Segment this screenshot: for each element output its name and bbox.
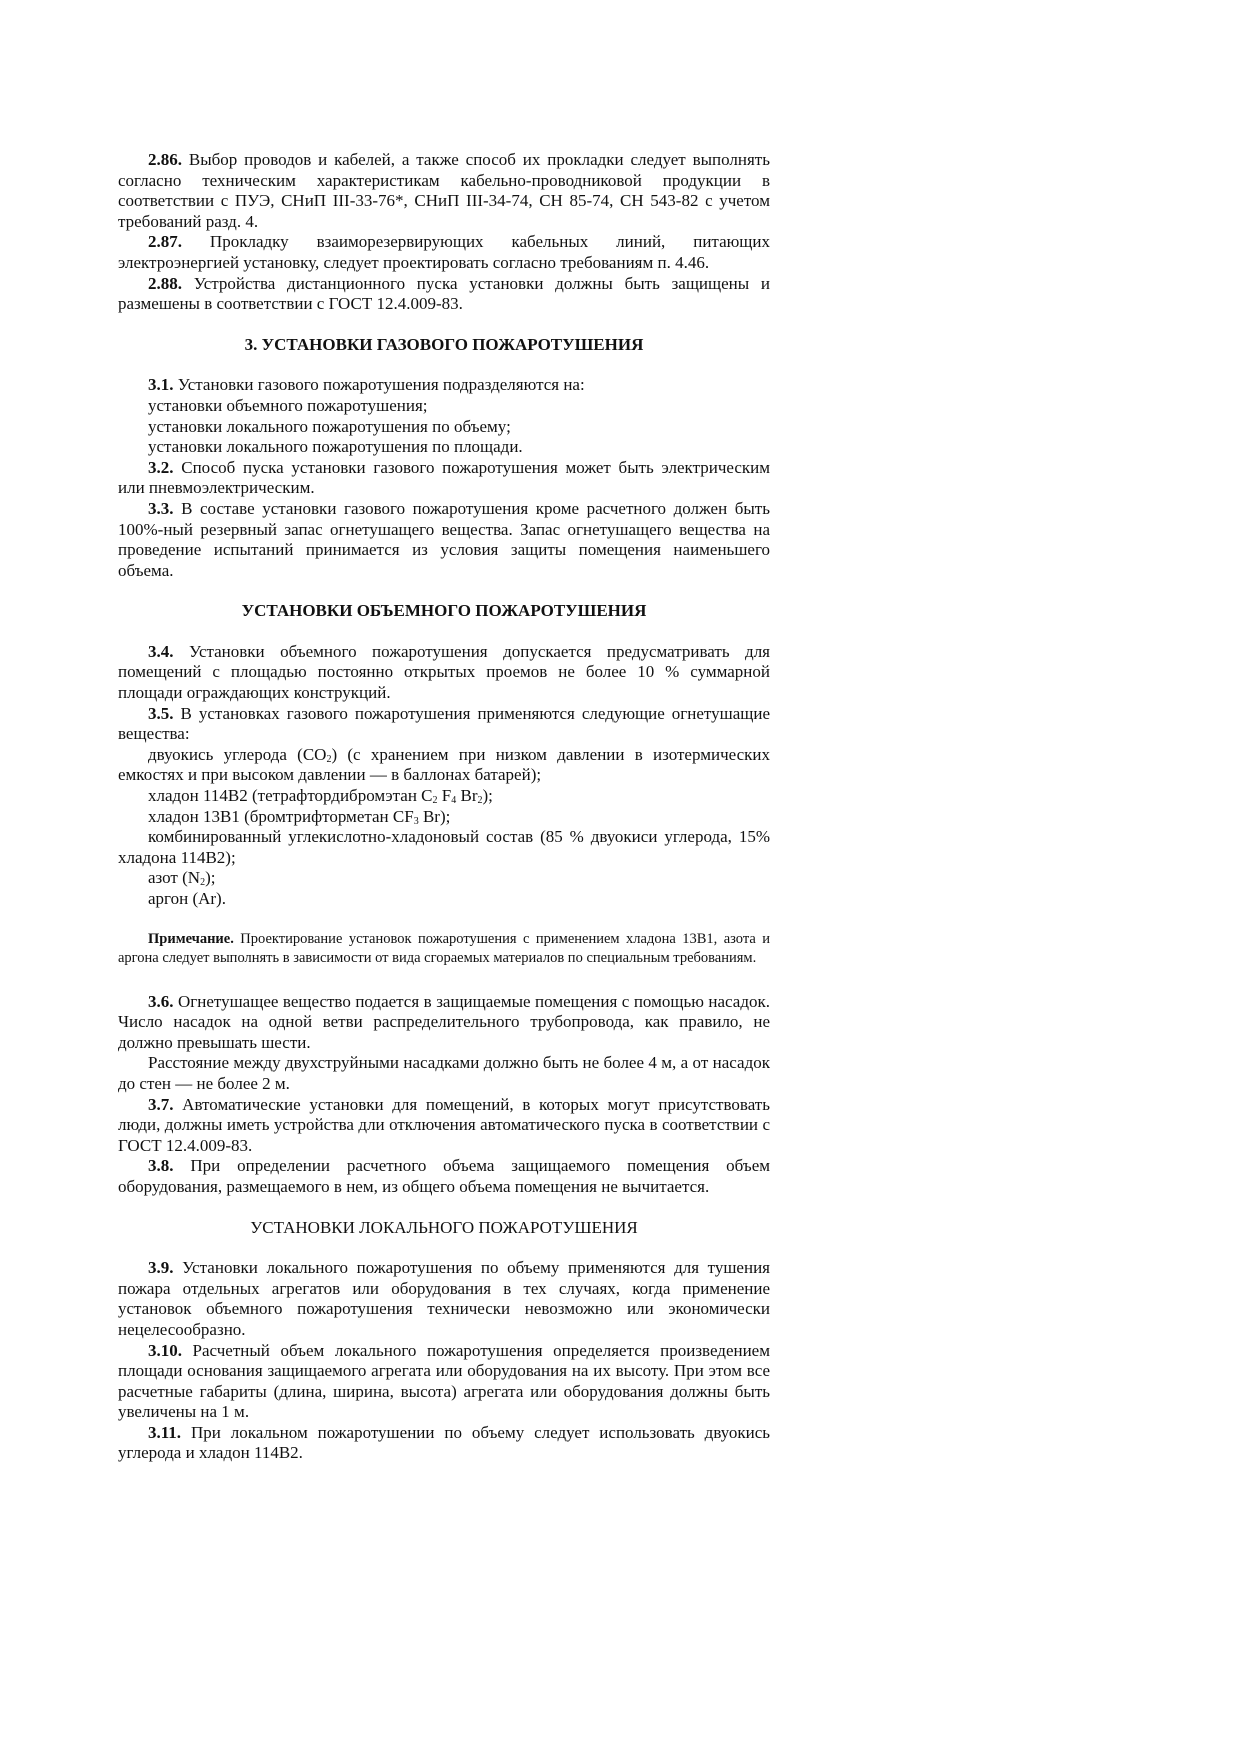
- clause-text: Расчетный объем локального пожаротушения определяется произведением площади основания защищаемого агрегата или оборудования на их высоту. При этом все расчетные габариты (длина, ширина, высота) агрегата или оборудования должны быть увеличены на 1 м.: [118, 1340, 770, 1422]
- clause-text: Установки газового пожаротушения подразделяются на:: [173, 375, 585, 395]
- note-label: Примечание.: [148, 930, 234, 947]
- clause-number: 3.4.: [148, 641, 174, 661]
- agent-text: ) (с хранением при низком давлении в изотермических емкостях и при высоком давлении — в баллонах батарей);: [118, 744, 770, 785]
- clause-number: 2.87.: [148, 232, 182, 252]
- subscript: 2: [432, 795, 438, 807]
- clause-number: 3.2.: [148, 457, 174, 477]
- local-extinguishing-heading: УСТАНОВКИ ЛОКАЛЬНОГО ПОЖАРОТУШЕНИЯ: [250, 1217, 638, 1237]
- paragraph-3-9: [118, 1258, 770, 1340]
- clause-text: Выбор проводов и кабелей, а также способ их прокладки следует выполнять согласно техническим характеристикам кабельно-проводниковой продукции в соответствии с ПУЭ, СНиП III-33-76*, СНиП III-34-74, СН 85-74, СН 543-82 с учетом требований разд. 4.: [118, 150, 770, 231]
- clause-number: 3.6.: [148, 991, 174, 1011]
- clause-number: 3.10.: [148, 1340, 182, 1360]
- subscript: 4: [451, 795, 457, 807]
- paragraph-3-5: [118, 704, 770, 745]
- paragraph-3-1: [118, 375, 770, 396]
- subscript: 2: [200, 877, 206, 889]
- clause-number: 2.88.: [148, 273, 182, 293]
- agent-combined: комбинированный углекислотно-хладоновый состав (85 % двуокиси углерода, 15% хладона 114В2);: [118, 827, 770, 867]
- clause-number: 2.86.: [148, 150, 182, 169]
- note-text: Проектирование установок пожаротушения с применением хладона 13В1, азота и аргона следует выполнять в зависимости от вида сгораемых материалов по специальным требованиям.: [118, 930, 770, 966]
- paragraph-3-6-continued: Расстояние между двухструйными насадками должно быть не более 4 м, а от насадок до стен — не более 2 м.: [118, 1053, 770, 1093]
- clause-text: Прокладку взаиморезервирующих кабельных линий, питающих электроэнергией установку, следует проектировать согласно требованиям п. 4.46.: [118, 232, 770, 272]
- agent-text: Br: [456, 786, 478, 806]
- paragraph-3-11: [118, 1423, 770, 1464]
- clause-text: Автоматические установки для помещений, в которых могут присутствовать люди, должны иметь устройства дли отключения автоматического пуска в соответствии с ГОСТ 12.4.009-83.: [118, 1094, 770, 1155]
- agent-text: хладон 13В1 (бромтрифторметан CF: [148, 806, 414, 826]
- section-3-heading: 3. УСТАНОВКИ ГАЗОВОГО ПОЖАРОТУШЕНИЯ: [244, 334, 644, 354]
- agent-halon-13b1: [118, 807, 770, 828]
- paragraph-3-7: [118, 1095, 770, 1157]
- paragraph-3-10: [118, 1341, 770, 1423]
- paragraph-3-6: [118, 992, 770, 1054]
- agent-argon: аргон (Ar).: [148, 889, 226, 908]
- clause-number: 3.7.: [148, 1094, 174, 1114]
- paragraph-3-3: [118, 499, 770, 581]
- list-item: установки локального пожаротушения по площади.: [148, 437, 523, 457]
- list-item: установки локального пожаротушения по объему;: [148, 416, 511, 436]
- subscript: 2: [326, 753, 332, 765]
- agent-halon-114b2: [118, 786, 770, 807]
- clause-text: Устройства дистанционного пуска установки должны быть защищены и размешены в соответствии с ГОСТ 12.4.009-83.: [118, 273, 770, 314]
- clause-text: Установки объемного пожаротушения допускается предусматривать для помещений с площадью постоянно открытых проемов не более 10 % суммарной площади ограждающих конструкций.: [118, 641, 770, 703]
- clause-text: В установках газового пожаротушения применяются следующие огнетушащие вещества:: [118, 703, 770, 744]
- clause-text: Огнетушащее вещество подается в защищаемые помещения с помощью насадок. Число насадок на одной ветви распределительного трубопровода, как правило, не должно превышать шести.: [118, 991, 770, 1052]
- paragraph-2-87: [118, 232, 770, 273]
- paragraph-3-8: [118, 1156, 770, 1197]
- agent-text: хладон 114В2 (тетрафтордибромэтан C: [148, 786, 433, 806]
- paragraph-2-86: [118, 150, 770, 232]
- agent-text: );: [482, 786, 493, 806]
- clause-number: 3.5.: [148, 703, 174, 723]
- agent-text: двуокись углерода (CO: [148, 744, 327, 764]
- clause-number: 3.3.: [148, 498, 174, 518]
- clause-number: 3.8.: [148, 1156, 174, 1176]
- agent-text: F: [437, 786, 452, 806]
- paragraph-2-88: [118, 274, 770, 315]
- list-item: установки объемного пожаротушения;: [148, 395, 428, 415]
- clause-text: Установки локального пожаротушения по объему применяются для тушения пожара отдельных агрегатов или оборудования в тех случаях, когда применение установок объемного пожаротушения технически невозможно или экономически нецелесообразно.: [118, 1258, 770, 1339]
- paragraph-3-2: [118, 458, 770, 499]
- agent-nitrogen: [118, 868, 770, 889]
- agent-co2: [118, 745, 770, 786]
- clause-number: 3.11.: [148, 1422, 182, 1442]
- subscript: 3: [413, 815, 419, 827]
- agent-text: азот (N: [148, 868, 201, 888]
- clause-text: В составе установки газового пожаротушения кроме расчетного должен быть 100%-ный резервный запас огнетушащего вещества. Запас огнетушащего вещества на проведение испытаний принимается из условия защиты помещения наименьшего объема.: [118, 498, 770, 580]
- clause-text: При определении расчетного объема защищаемого помещения объем оборудования, размещаемого в нем, из общего объема помещения не вычитается.: [118, 1156, 770, 1196]
- agent-text: );: [205, 868, 216, 888]
- agent-text: Br);: [418, 806, 451, 826]
- clause-text: Способ пуска установки газового пожаротушения может быть электрическим или пневмоэлектрическим.: [118, 457, 770, 498]
- subscript: 2: [477, 795, 483, 807]
- note: [118, 930, 770, 968]
- clause-number: 3.1.: [148, 375, 174, 395]
- clause-text: При локальном пожаротушении по объему следует использовать двуокись углерода и хладон 114В2.: [118, 1422, 770, 1463]
- paragraph-3-4: [118, 642, 770, 704]
- document-page: [118, 150, 770, 1464]
- clause-number: 3.9.: [148, 1258, 174, 1278]
- volume-extinguishing-heading: УСТАНОВКИ ОБЪЕМНОГО ПОЖАРОТУШЕНИЯ: [241, 601, 647, 621]
